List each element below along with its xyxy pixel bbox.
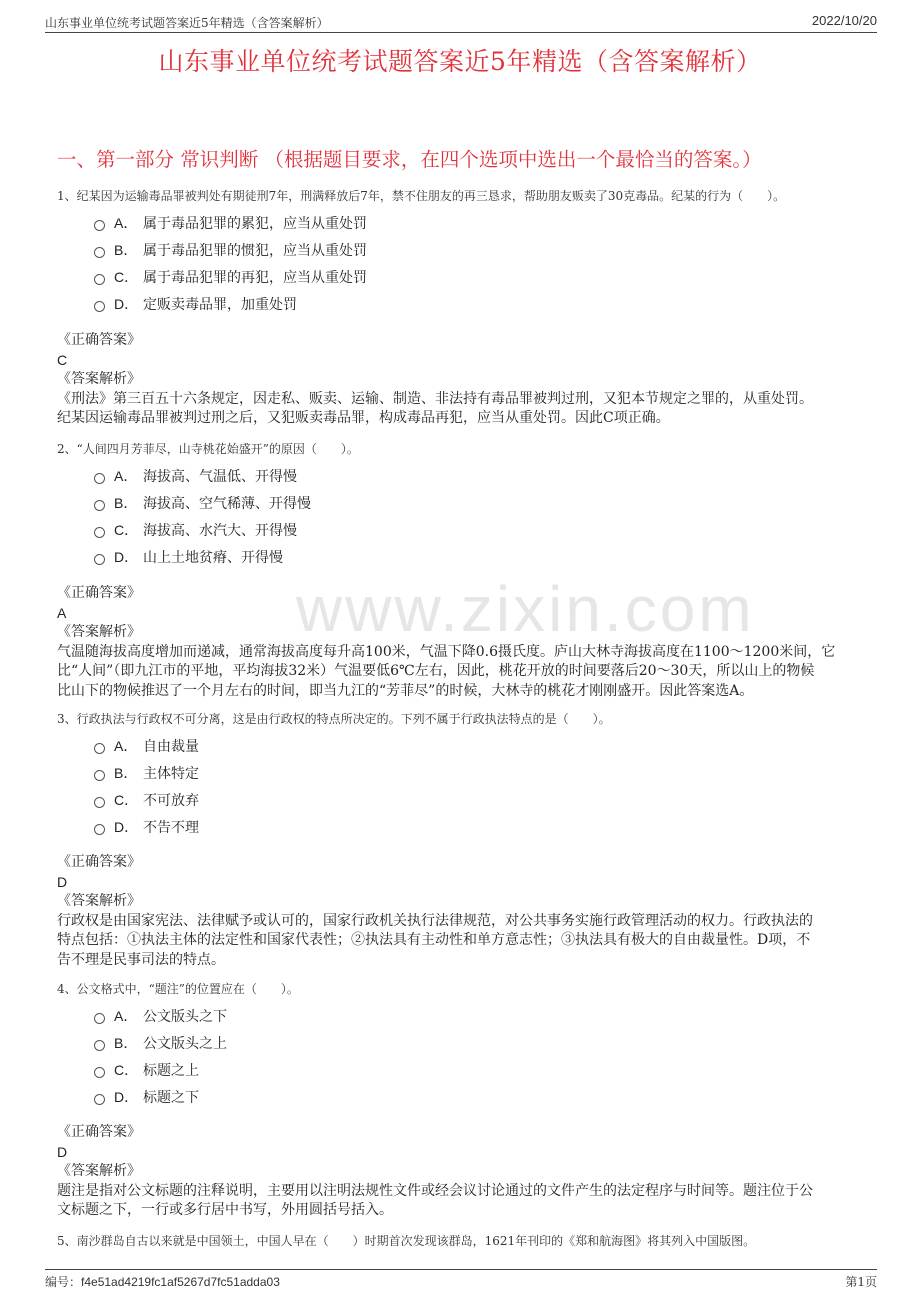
option-d[interactable]: D． 不告不理 [57, 817, 867, 844]
option-list [57, 213, 867, 321]
analysis-label: 《答案解析》 [57, 624, 141, 640]
question-stem: 2、“人间四月芳菲尽，山寺桃花始盛开”的原因（ ）。 [57, 442, 359, 456]
radio-icon[interactable] [94, 1013, 105, 1024]
radio-icon[interactable] [94, 274, 105, 285]
answer-label: 《正确答案》 [57, 585, 141, 601]
option-d[interactable]: D． 山上土地贫瘠、开得慢 [57, 547, 867, 574]
analysis-label: 《答案解析》 [57, 893, 141, 909]
analysis-line: 特点包括：①执法主体的法定性和国家代表性；②执法具有主动性和单方意志性；③执法具有极大的自由裁量性。D项，不 [57, 932, 811, 948]
analysis-line: 告不理是民事司法的特点。 [57, 951, 225, 968]
radio-icon[interactable] [94, 824, 105, 835]
answer-block-1 [57, 331, 857, 429]
option-a[interactable]: A． 海拔高、气温低、开得慢 [57, 466, 867, 493]
radio-icon[interactable] [94, 1094, 105, 1105]
analysis-line: 行政权是由国家宪法、法律赋予或认可的，国家行政机关执行法律规范，对公共事务实施行政管理活动的权力。行政执法的 [57, 912, 813, 929]
option-b[interactable]: B． 海拔高、空气稀薄、开得慢 [57, 493, 867, 520]
question-3 [57, 711, 867, 844]
option-c[interactable]: C． 不可放弃 [57, 790, 867, 817]
radio-icon[interactable] [94, 743, 105, 754]
document-title: 山东事业单位统考试题答案近5年精选（含答案解析） [158, 47, 762, 76]
code-value: f4e51ad4219fc1af5267d7fc51adda03 [81, 1275, 280, 1289]
radio-icon[interactable] [94, 1067, 105, 1078]
radio-icon[interactable] [94, 527, 105, 538]
page-header [45, 12, 877, 33]
header-date: 2022/10/20 [811, 13, 877, 28]
question-stem: 5、南沙群岛自古以来就是中国领土，中国人早在（ ）时期首次发现该群岛，1621年刊印的《郑和航海图》将其列入中国版图。 [57, 1234, 756, 1248]
option-list [57, 736, 867, 844]
answer-block-4 [57, 1123, 857, 1221]
correct-answer: D [57, 873, 68, 890]
option-c[interactable]: C． 海拔高、水汽大、开得慢 [57, 520, 867, 547]
page-footer [45, 1269, 877, 1292]
radio-icon[interactable] [94, 500, 105, 511]
option-d[interactable]: D． 标题之下 [57, 1087, 867, 1114]
option-c[interactable]: C． 属于毒品犯罪的再犯，应当从重处罚 [57, 267, 867, 294]
radio-icon[interactable] [94, 1040, 105, 1051]
question-2 [57, 441, 867, 574]
option-b[interactable]: B． 属于毒品犯罪的惯犯，应当从重处罚 [57, 240, 867, 267]
answer-block-2 [57, 584, 857, 701]
answer-label: 《正确答案》 [57, 854, 141, 870]
option-b[interactable]: B． 公文版头之上 [57, 1033, 867, 1060]
analysis-line: 比山下的物候推迟了一个月左右的时间，即当九江的“芳菲尽”的时候，大林寺的桃花才刚刚盛开。因此答案选A。 [57, 682, 754, 699]
radio-icon[interactable] [94, 473, 105, 484]
radio-icon[interactable] [94, 247, 105, 258]
analysis-label: 《答案解析》 [57, 1163, 141, 1179]
option-c[interactable]: C． 标题之上 [57, 1060, 867, 1087]
radio-icon[interactable] [94, 301, 105, 312]
correct-answer: D [57, 1143, 68, 1160]
analysis-line: 《刑法》第三百五十六条规定，因走私、贩卖、运输、制造、非法持有毒品罪被判过刑，又犯本节规定之罪的，从重处罚。 [57, 390, 813, 407]
radio-icon[interactable] [94, 554, 105, 565]
answer-block-3 [57, 853, 857, 970]
radio-icon[interactable] [94, 220, 105, 231]
analysis-line: 文标题之下，一行或多行居中书写，外用圆括号括入。 [57, 1202, 393, 1218]
radio-icon[interactable] [94, 770, 105, 781]
analysis-label: 《答案解析》 [57, 371, 141, 387]
option-list [57, 466, 867, 574]
correct-answer: A [57, 604, 67, 621]
question-4 [57, 981, 867, 1114]
option-list [57, 1006, 867, 1114]
analysis-line: 题注是指对公文标题的注释说明，主要用以注明法规性文件或经会议讨论通过的文件产生的法定程序与时间等。题注位于公 [57, 1182, 813, 1199]
radio-icon[interactable] [94, 797, 105, 808]
analysis-line: 纪某因运输毒品罪被判过刑之后，又犯贩卖毒品罪，构成毒品再犯，应当从重处罚。因此C项正确。 [57, 410, 670, 426]
question-stem: 4、公文格式中，“题注”的位置应在（ ）。 [57, 982, 299, 996]
question-1 [57, 188, 867, 321]
page-number: 第1页 [845, 1275, 877, 1289]
question-stem: 1、纪某因为运输毒品罪被判处有期徒刑7年，刑满释放后7年，禁不住朋友的再三恳求，帮助朋友贩卖了30克毒品。纪某的行为（ ）。 [57, 189, 786, 203]
watermark: www.zixin.com [296, 573, 755, 645]
document-code: 编号：f4e51ad4219fc1af5267d7fc51adda03 [45, 1275, 280, 1289]
option-a[interactable]: A． 属于毒品犯罪的累犯，应当从重处罚 [57, 213, 867, 240]
analysis-line: 比“人间”（即九江市的平地，平均海拔32米）气温要低6℃左右，因此，桃花开放的时间要落后20～30天，所以山上的物候 [57, 663, 815, 679]
option-a[interactable]: A． 公文版头之下 [57, 1006, 867, 1033]
question-5 [57, 1233, 867, 1249]
section-title: 一、第一部分 常识判断 （根据题目要求，在四个选项中选出一个最恰当的答案。） [57, 148, 762, 171]
answer-label: 《正确答案》 [57, 332, 141, 348]
option-d[interactable]: D． 定贩卖毒品罪，加重处罚 [57, 294, 867, 321]
option-a[interactable]: A． 自由裁量 [57, 736, 867, 763]
answer-label: 《正确答案》 [57, 1124, 141, 1140]
header-doc-name: 山东事业单位统考试题答案近5年精选（含答案解析） [45, 16, 329, 30]
correct-answer: C [57, 351, 68, 368]
question-stem: 3、行政执法与行政权不可分离，这是由行政权的特点所决定的。下列不属于行政执法特点的是（ ）。 [57, 712, 611, 726]
analysis-line: 气温随海拔高度增加而递减，通常海拔高度每升高100米，气温下降0.6摄氏度。庐山大林寺海拔高度在1100～1200米间，它 [57, 643, 836, 660]
option-b[interactable]: B． 主体特定 [57, 763, 867, 790]
